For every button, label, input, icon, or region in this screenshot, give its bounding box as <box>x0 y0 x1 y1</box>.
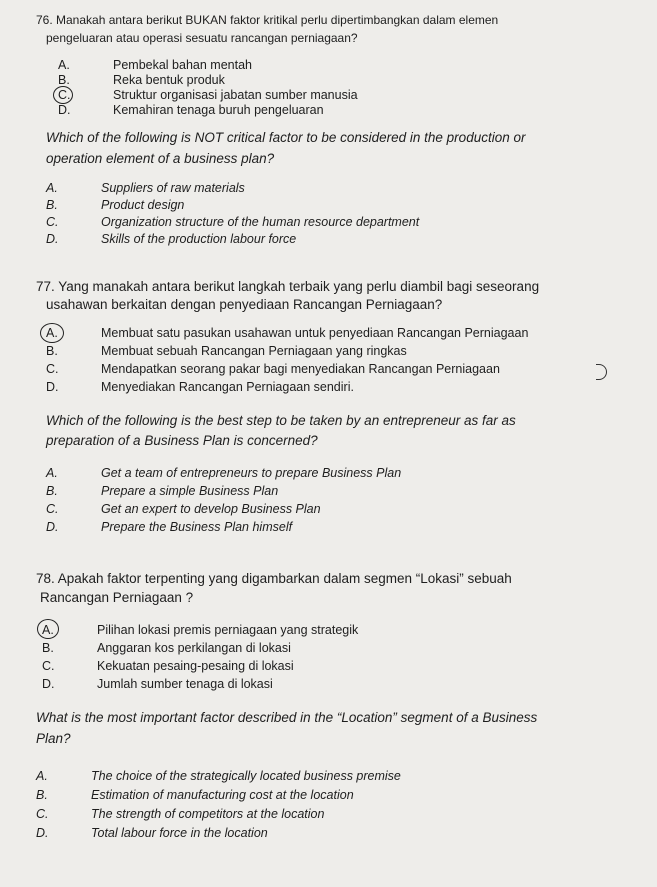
answer-circle-mark <box>37 619 59 639</box>
q76-stem-en-line2: operation element of a business plan? <box>46 151 275 166</box>
q78-option-en-a: A. The choice of the strategically located business premise <box>36 769 401 783</box>
q77-option-ms-d: D. Menyediakan Rancangan Perniagaan sendiri. <box>46 380 354 394</box>
q78-option-ms-d: D. Jumlah sumber tenaga di lokasi <box>42 677 273 691</box>
q77-option-en-a: A. Get a team of entrepreneurs to prepare Business Plan <box>46 466 402 480</box>
q78-option-ms-c: C. Kekuatan pesaing-pesaing di lokasi <box>42 659 294 673</box>
q78-stem-en-line2: Plan? <box>36 731 71 746</box>
q76-stem-en-line1: Which of the following is NOT critical factor to be considered in the production or <box>46 130 526 145</box>
q77-stem-ms-line1: 77. Yang manakah antara berikut langkah terbaik yang perlu diambil bagi seseorang <box>36 279 540 294</box>
q76-stem-ms-line2: pengeluaran atau operasi sesuatu rancangan perniagaan? <box>46 31 358 45</box>
q76-option-en-a: A. Suppliers of raw materials <box>46 181 245 195</box>
q77-option-ms-c: C. Mendapatkan seorang pakar bagi menyediakan Rancangan Perniagaan <box>46 362 500 376</box>
q76-stem-ms-line1: 76. Manakah antara berikut BUKAN faktor kritikal perlu dipertimbangkan dalam elemen <box>36 13 499 27</box>
q76-option-ms-d: D. Kemahiran tenaga buruh pengeluaran <box>58 103 324 117</box>
q78-option-ms-a: A. Pilihan lokasi premis perniagaan yang strategik <box>42 623 359 637</box>
q77-stem-ms-line2: usahawan berkaitan dengan penyediaan Rancangan Perniagaan? <box>46 297 443 312</box>
q78-option-en-d: D. Total labour force in the location <box>36 826 268 840</box>
q78-stem-en-line1: What is the most important factor described in the “Location” segment of a Business <box>36 710 538 725</box>
q77-option-en-c: C. Get an expert to develop Business Plan <box>46 502 321 516</box>
q76-option-en-b: B. Product design <box>46 198 185 212</box>
q76-option-ms-c: C. Struktur organisasi jabatan sumber manusia <box>58 88 358 102</box>
q77-stem-en-line2: preparation of a Business Plan is concerned? <box>46 433 318 448</box>
q78-option-en-c: C. The strength of competitors at the location <box>36 807 325 821</box>
q78-stem-ms-line1: 78. Apakah faktor terpenting yang digambarkan dalam segmen “Lokasi” sebuah <box>36 571 512 586</box>
answer-circle-mark <box>53 86 73 104</box>
q77-option-ms-b: B. Membuat sebuah Rancangan Perniagaan yang ringkas <box>46 344 407 358</box>
q76-option-en-c: C. Organization structure of the human resource department <box>46 215 420 229</box>
q77-option-ms-a: A. Membuat satu pasukan usahawan untuk penyediaan Rancangan Perniagaan <box>46 326 529 340</box>
pen-mark <box>596 364 607 380</box>
q78-option-ms-b: B. Anggaran kos perkilangan di lokasi <box>42 641 291 655</box>
answer-circle-mark <box>40 323 64 343</box>
q78-stem-ms-line2: Rancangan Perniagaan ? <box>40 590 194 605</box>
q77-stem-en-line1: Which of the following is the best step to be taken by an entrepreneur as far as <box>46 413 516 428</box>
q76-option-ms-b: B. Reka bentuk produk <box>58 73 225 87</box>
q76-option-ms-a: A. Pembekal bahan mentah <box>58 58 252 72</box>
q76-option-en-d: D. Skills of the production labour force <box>46 232 297 246</box>
q77-option-en-b: B. Prepare a simple Business Plan <box>46 484 279 498</box>
q78-option-en-b: B. Estimation of manufacturing cost at the location <box>36 788 354 802</box>
q77-option-en-d: D. Prepare the Business Plan himself <box>46 520 293 534</box>
